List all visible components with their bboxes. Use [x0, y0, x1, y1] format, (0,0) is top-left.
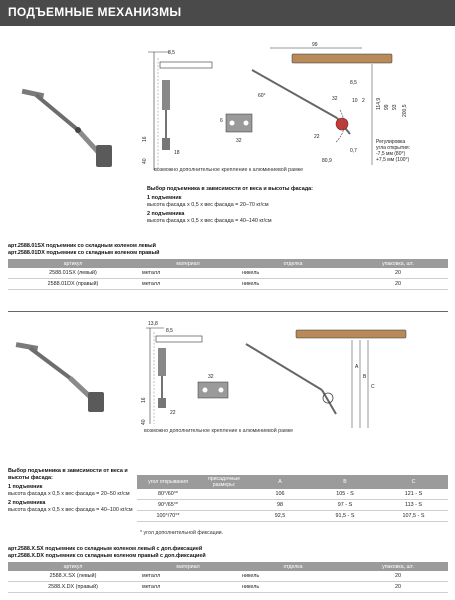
dim-200-5: 200,5 [402, 104, 408, 117]
table-row [8, 571, 448, 582]
table-row [137, 500, 448, 511]
cell-angle: 90°/65°* [137, 500, 199, 511]
dim-99: 99 [312, 42, 318, 48]
cell-package: 20 [348, 571, 448, 582]
art-line-2a: арт.2588.X.SX подъемник со складным коленом левый с доп.фиксацией [8, 546, 203, 552]
table-row [8, 279, 448, 290]
dim-6: 6 [220, 118, 223, 124]
selection-block-1 [147, 186, 447, 225]
col-finish: отделка [238, 562, 348, 571]
cell-sizes [199, 500, 249, 511]
dim-99-vert: 99 [384, 104, 390, 110]
cell-material: металл [138, 268, 238, 279]
dim-22: 22 [314, 134, 320, 140]
lift-mechanism-photo-1 [18, 85, 118, 175]
selection-title-2: Выбор подъемника в зависимости от веса и высоты фасада: [8, 468, 128, 481]
col-material: материал [138, 259, 238, 268]
dim-80-9: 80,9 [322, 158, 332, 164]
dim-60-deg: 60° [258, 93, 266, 99]
dim-32: 32 [236, 138, 242, 144]
cell-c: 107,5 - S [379, 511, 448, 522]
cell-finish: никель [238, 571, 348, 582]
cell-finish: никель [238, 268, 348, 279]
col-package: упаковка, шт. [348, 259, 448, 268]
cell-package: 20 [348, 279, 448, 290]
col-b: B [311, 475, 379, 489]
regulation-note-line-3: -7,5 мм (80°) [376, 151, 406, 157]
art-lines-2 [8, 546, 206, 560]
two-lift-title-2: 2 подъемника [8, 500, 46, 506]
dim-40-s2: 40 [141, 419, 147, 425]
cell-sizes [199, 489, 249, 500]
table-row [137, 489, 448, 500]
cell-article: 2588.01SX (левый) [8, 268, 138, 279]
art-line-2b: арт.2588.X.DX подъемник со складным коленом правый с доп.фиксацией [8, 553, 206, 559]
dim-10: 10 [352, 98, 358, 104]
table-row [8, 268, 448, 279]
cell-a: 98 [249, 500, 311, 511]
col-sizes: присадочные размеры: [199, 475, 249, 489]
angle-table [137, 475, 448, 522]
cell-finish: никель [238, 279, 348, 290]
dim-c: C [371, 384, 375, 390]
table-row [137, 511, 448, 522]
cell-package: 20 [348, 268, 448, 279]
page-title: ПОДЪЕМНЫЕ МЕХАНИЗМЫ [8, 5, 182, 19]
cell-finish: никель [238, 582, 348, 593]
dim-16: 16 [142, 136, 148, 142]
regulation-note-line-2: угла открытия: [376, 145, 411, 151]
one-lift-title-2: 1 подъемник [8, 484, 43, 490]
mechanism-drawing-2 [232, 318, 432, 438]
dim-13-8: 13,8 [148, 321, 158, 327]
art-lines-1 [8, 243, 159, 257]
cell-b: 105 - S [311, 489, 379, 500]
cell-c: 113 - S [379, 500, 448, 511]
table-row [8, 582, 448, 593]
dim-2: 2 [362, 98, 365, 104]
cell-a: 92,5 [249, 511, 311, 522]
mount-note-1: возможно дополнительное крепление к алюминиевой рамке [154, 167, 304, 173]
art-line-1b: арт.2588.01DX подъемник со складным коленом правый [8, 250, 160, 256]
cell-angle: 80°/60°* [137, 489, 199, 500]
col-finish: отделка [238, 259, 348, 268]
dim-a: A [355, 364, 359, 370]
angle-footnote: * угол дополнительной фиксации. [140, 530, 224, 536]
cell-c: 121 - S [379, 489, 448, 500]
mechanism-drawing-1 [232, 40, 432, 175]
product-table-2 [8, 562, 448, 593]
dim-22-s2: 22 [170, 410, 176, 416]
selection-title-1: Выбор подъемника в зависимости от веса и высоты фасада: [147, 186, 313, 192]
cell-sizes [199, 511, 249, 522]
cell-material: металл [138, 571, 238, 582]
dim-93: 93 [392, 104, 398, 110]
cell-angle: 100°/70°* [137, 511, 199, 522]
two-lift-title-1: 2 подъемника [147, 211, 185, 217]
dim-0-7: 0,7 [350, 148, 357, 154]
col-package: упаковка, шт. [348, 562, 448, 571]
two-lift-text-2: высота фасада х 0,5 х вес фасада = 40–100 кг/см [8, 507, 133, 513]
one-lift-text-2: высота фасада х 0,5 х вес фасада = 20–50 кг/см [8, 491, 130, 497]
cell-article: 2588.01DX (правый) [8, 279, 138, 290]
page-header [0, 0, 455, 26]
one-lift-title-1: 1 подъемник [147, 195, 182, 201]
section-divider [8, 311, 448, 312]
lift-mechanism-photo-2 [12, 340, 112, 420]
dim-40: 40 [142, 158, 148, 164]
cell-a: 106 [249, 489, 311, 500]
col-article: артикул [8, 259, 138, 268]
col-article: артикул [8, 562, 138, 571]
cell-b: 91,5 - S [311, 511, 379, 522]
selection-block-2 [8, 468, 133, 514]
two-lift-text-1: высота фасада х 0,5 х вес фасада = 40–140 кг/см [147, 218, 272, 224]
cell-article: 2588.X.SX (левый) [8, 571, 138, 582]
one-lift-text-1: высота фасада х 0,5 х вес фасада = 20–70 кг/см [147, 202, 269, 208]
art-line-1a: арт.2588.01SX подъемник со складным коленом левый [8, 243, 156, 249]
dim-32-top: 32 [332, 96, 338, 102]
dim-8-5-right: 8,5 [350, 80, 357, 86]
regulation-note-line-1: Регулировка [376, 139, 406, 145]
col-c: C [379, 475, 448, 489]
dim-16-s2: 16 [141, 397, 147, 403]
side-view-drawing-1 [140, 40, 220, 175]
cell-package: 20 [348, 582, 448, 593]
cell-b: 97 - S [311, 500, 379, 511]
col-a: A [249, 475, 311, 489]
col-material: материал [138, 562, 238, 571]
dim-b: B [363, 374, 367, 380]
regulation-note-line-4: +7,5 мм (100°) [376, 157, 410, 163]
dim-114-9: 114,9 [376, 97, 382, 110]
dim-32-s2: 32 [208, 374, 214, 380]
mount-note-2: возможно дополнительное крепление к алюминиевой рамке [144, 428, 294, 434]
dim-8-5: 8,5 [168, 50, 175, 56]
dim-18: 18 [174, 150, 180, 156]
cell-material: металл [138, 582, 238, 593]
col-angle: угол открывания [137, 475, 199, 489]
cell-article: 2588.X.DX (правый) [8, 582, 138, 593]
product-table-1 [8, 259, 448, 290]
dim-8-5-s2: 8,5 [166, 328, 173, 334]
cell-material: металл [138, 279, 238, 290]
